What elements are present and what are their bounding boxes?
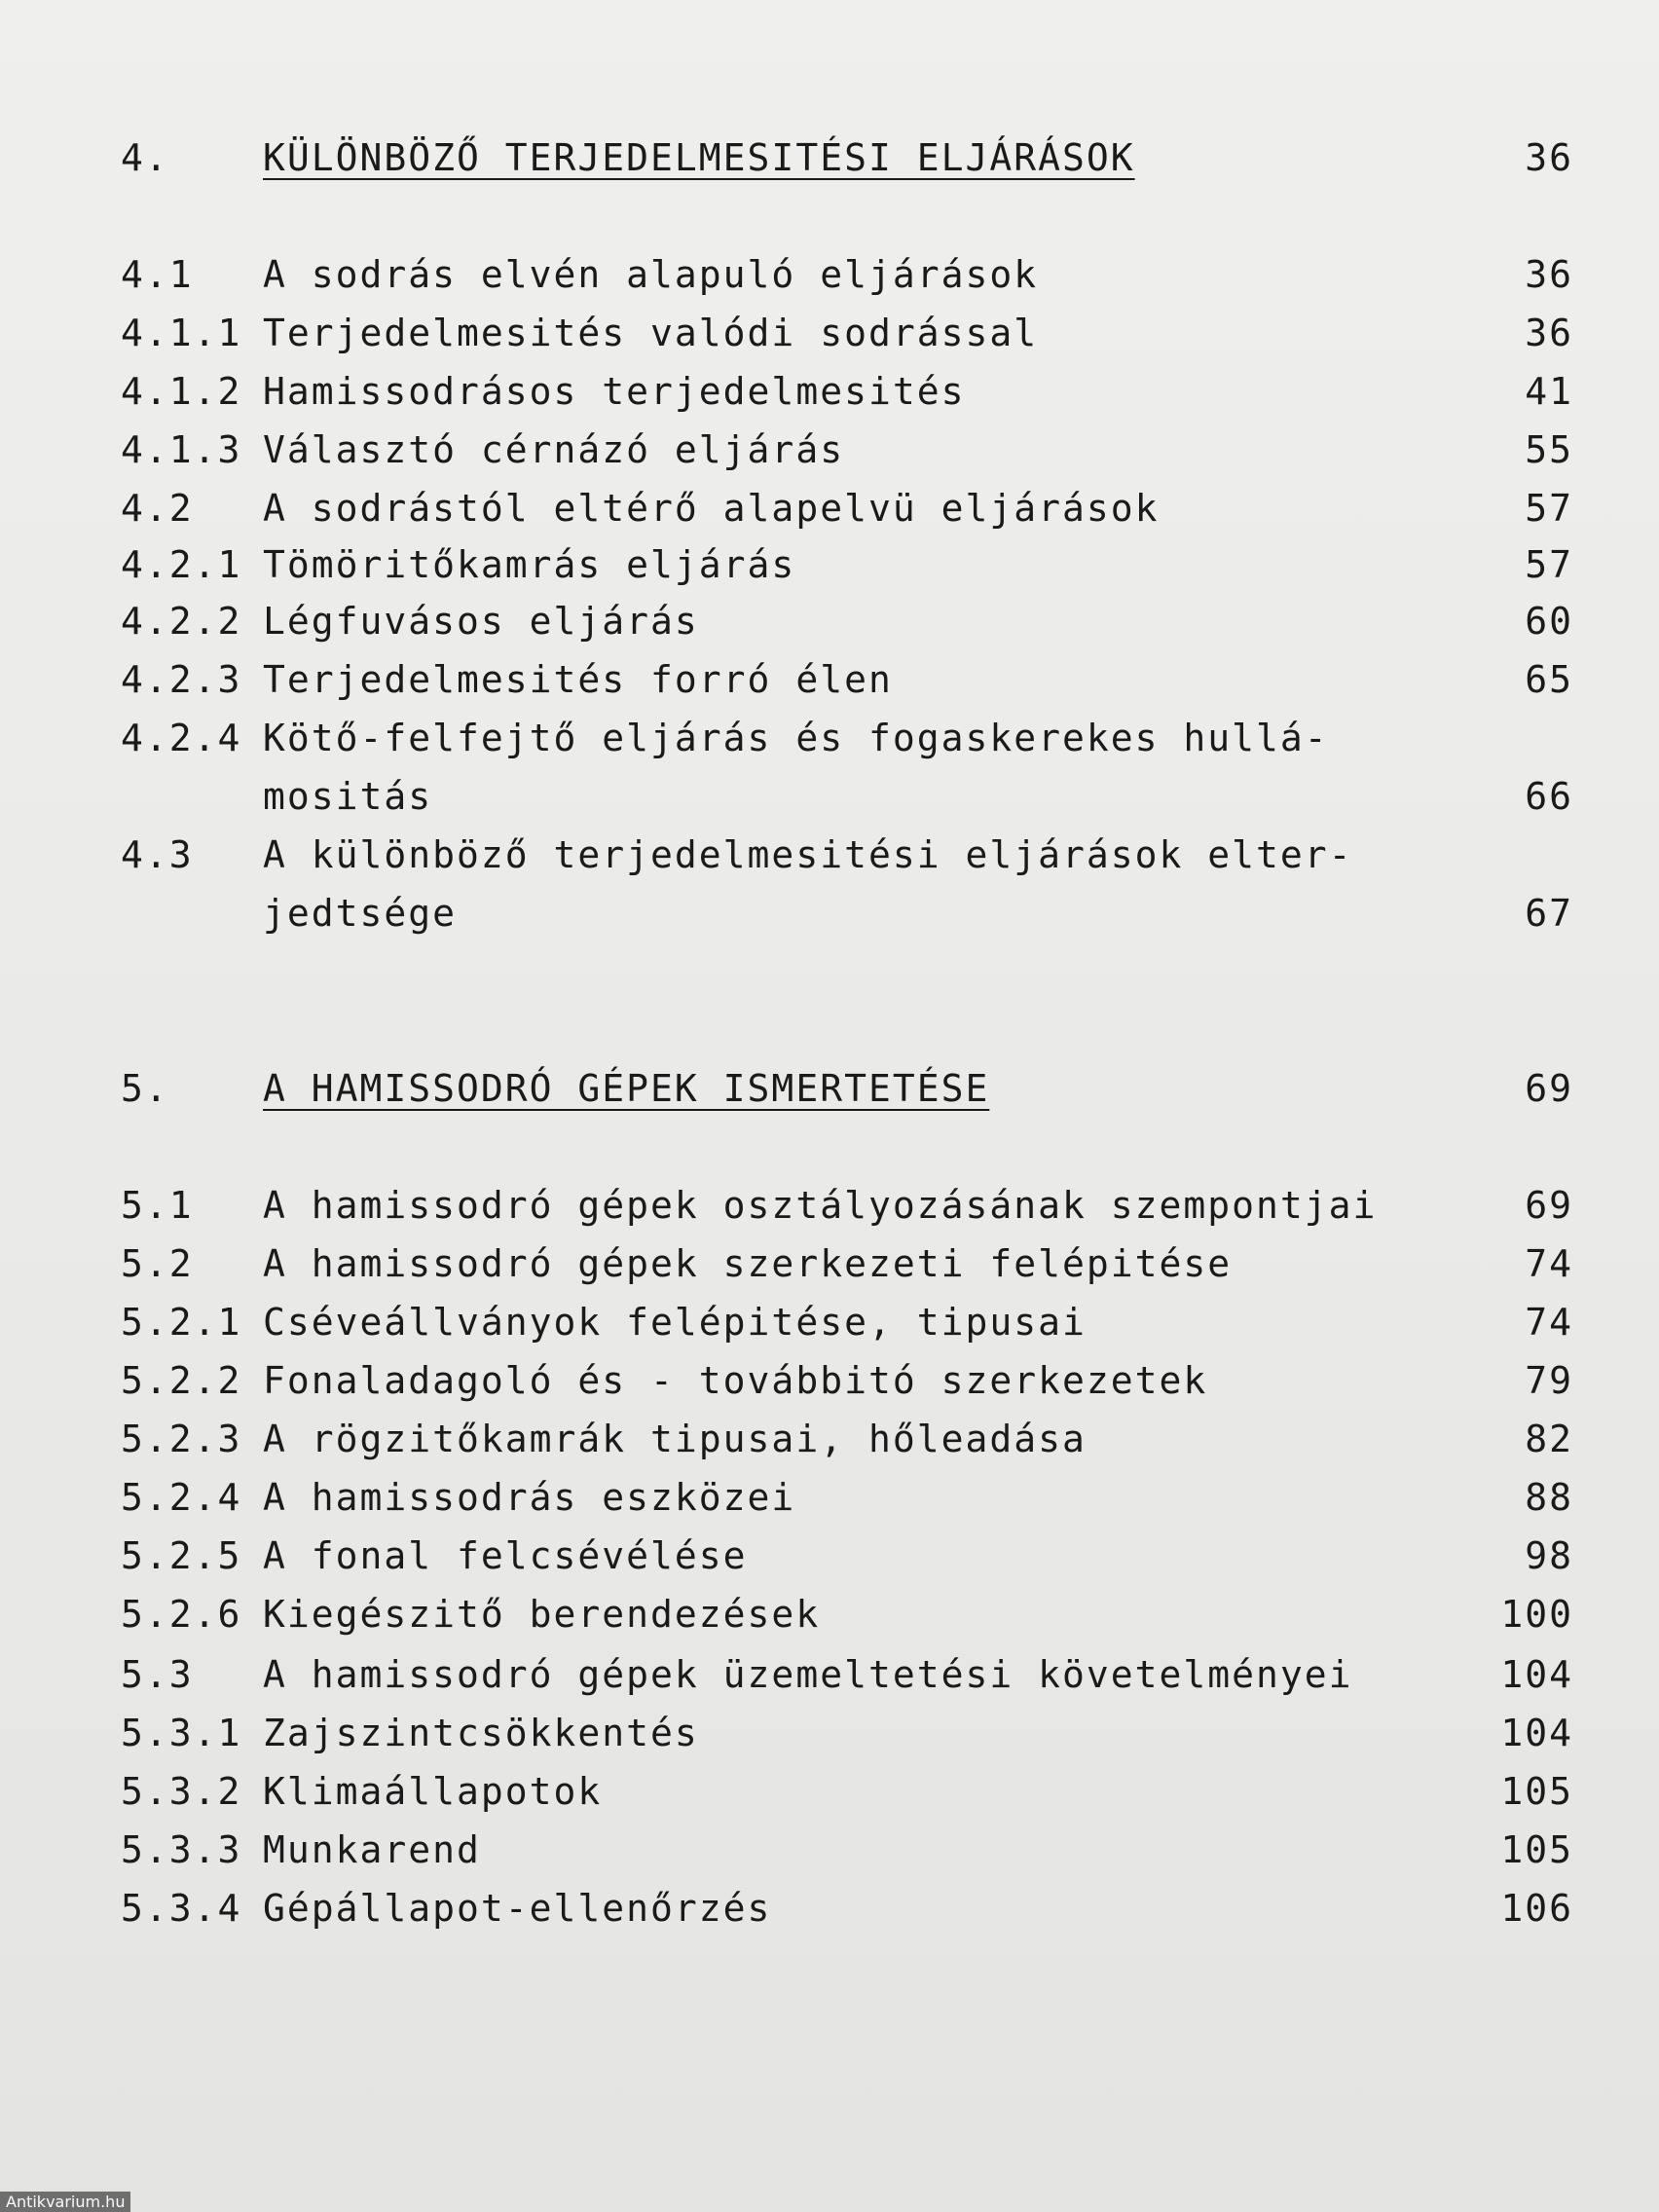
toc-number: 5.2.2 [121,1359,242,1402]
toc-page-number: 36 [1525,253,1573,296]
toc-number: 5.3.2 [121,1770,242,1813]
toc-chapter-title: A HAMISSODRÓ GÉPEK ISMERTETÉSE [263,1067,990,1110]
toc-entry-continuation [0,769,1659,824]
toc-entry [0,1706,1659,1760]
toc-entry [0,423,1659,477]
toc-page-number: 69 [1525,1184,1573,1227]
toc-entry [0,1647,1659,1702]
toc-number: 4.1 [121,253,194,296]
toc-entry-continuation [0,886,1659,940]
toc-page-number: 65 [1525,658,1573,701]
toc-entry [0,652,1659,707]
toc-page-number: 36 [1525,136,1573,179]
toc-title: A különböző terjedelmesitési eljárások elter- [263,833,1353,876]
toc-entry [0,1587,1659,1641]
toc-title: A hamissodró gépek osztályozásának szempontjai [263,1184,1378,1227]
toc-entry [0,1236,1659,1291]
toc-title: Hamissodrásos terjedelmesités [263,370,966,413]
toc-number: 5. [121,1067,169,1110]
toc-page-number: 74 [1525,1242,1573,1285]
toc-page-number: 69 [1525,1067,1573,1110]
toc-title: A sodrás elvén alapuló eljárások [263,253,1039,296]
toc-title: Cséveállványok felépitése, tipusai [263,1301,1087,1344]
toc-number: 5.1 [121,1184,194,1227]
toc-title-continuation: jedtsége [263,892,458,935]
toc-entry [0,1178,1659,1233]
toc-entry [0,481,1659,535]
toc-page-number: 88 [1525,1476,1573,1519]
toc-title: Zajszintcsökkentés [263,1712,699,1754]
toc-page-number: 79 [1525,1359,1573,1402]
toc-number: 5.2.5 [121,1534,242,1577]
toc-number: 5.2.1 [121,1301,242,1344]
toc-entry [0,1353,1659,1408]
toc-entry [0,594,1659,648]
toc-page-number: 55 [1525,428,1573,471]
toc-page-number: 57 [1525,543,1573,586]
toc-page-number: 105 [1500,1828,1573,1871]
toc-page-number: 41 [1525,370,1573,413]
toc-title: A rögzitőkamrák tipusai, hőleadása [263,1418,1087,1460]
toc-number: 5.2.6 [121,1593,242,1636]
toc-title: Választó cérnázó eljárás [263,428,845,471]
toc-page-number: 100 [1500,1593,1573,1636]
toc-chapter-title: KÜLÖNBÖZŐ TERJEDELMESITÉSI ELJÁRÁSOK [263,136,1135,179]
toc-number: 4.1.3 [121,428,242,471]
toc-title-continuation: mositás [263,775,433,818]
toc-page-number: 105 [1500,1770,1573,1813]
toc-entry [0,1470,1659,1525]
toc-entry-chapter [0,130,1659,185]
toc-title: Munkarend [263,1828,481,1871]
toc-page-number: 106 [1500,1887,1573,1930]
toc-page-number: 98 [1525,1534,1573,1577]
toc-page-number: 67 [1525,892,1573,935]
toc-entry [0,364,1659,419]
toc-title: Fonaladagoló és - továbbitó szerkezetek [263,1359,1208,1402]
toc-title: Kiegészitő berendezések [263,1593,821,1636]
toc-entry [0,1823,1659,1877]
toc-page-number: 57 [1525,487,1573,530]
toc-title: Terjedelmesités valódi sodrással [263,312,1039,354]
toc-entry [0,828,1659,882]
toc-number: 5.3.3 [121,1828,242,1871]
toc-title: A sodrástól eltérő alapelvü eljárások [263,487,1160,530]
toc-title: Kötő-felfejtő eljárás és fogaskerekes hullá- [263,717,1329,759]
toc-number: 4.3 [121,833,194,876]
toc-page-number: 104 [1500,1712,1573,1754]
toc-number: 5.3.4 [121,1887,242,1930]
toc-entry [0,1764,1659,1819]
toc-entry [0,306,1659,360]
toc-number: 5.2 [121,1242,194,1285]
toc-number: 4.2.3 [121,658,242,701]
toc-page-number: 60 [1525,600,1573,643]
toc-number: 5.2.3 [121,1418,242,1460]
toc-number: 5.3.1 [121,1712,242,1754]
toc-title: A hamissodró gépek üzemeltetési követelményei [263,1653,1353,1696]
toc-entry [0,1529,1659,1583]
toc-entry [0,1881,1659,1936]
toc-title: Klimaállapotok [263,1770,603,1813]
toc-title: A hamissodrás eszközei [263,1476,796,1519]
toc-number: 5.2.4 [121,1476,242,1519]
toc-entry [0,711,1659,765]
toc-number: 4. [121,136,169,179]
toc-entry [0,1295,1659,1349]
toc-title: Légfuvásos eljárás [263,600,699,643]
toc-page-number: 74 [1525,1301,1573,1344]
site-watermark: Antikvarium.hu [0,2192,130,2212]
toc-page-number: 104 [1500,1653,1573,1696]
toc-title: A hamissodró gépek szerkezeti felépitése [263,1242,1233,1285]
toc-page-number: 82 [1525,1418,1573,1460]
toc-entry [0,247,1659,302]
toc-entry [0,1412,1659,1466]
toc-number: 4.1.2 [121,370,242,413]
toc-title: Gépállapot-ellenőrzés [263,1887,772,1930]
toc-number: 4.2 [121,487,194,530]
toc-title: Tömöritőkamrás eljárás [263,543,796,586]
toc-number: 5.3 [121,1653,194,1696]
toc-entry [0,537,1659,592]
toc-title: A fonal felcsévélése [263,1534,748,1577]
toc-page-number: 66 [1525,775,1573,818]
toc-number: 4.2.1 [121,543,242,586]
toc-number: 4.2.4 [121,717,242,759]
toc-entry-chapter [0,1061,1659,1116]
toc-title: Terjedelmesités forró élen [263,658,893,701]
toc-number: 4.1.1 [121,312,242,354]
toc-number: 4.2.2 [121,600,242,643]
toc-page-number: 36 [1525,312,1573,354]
